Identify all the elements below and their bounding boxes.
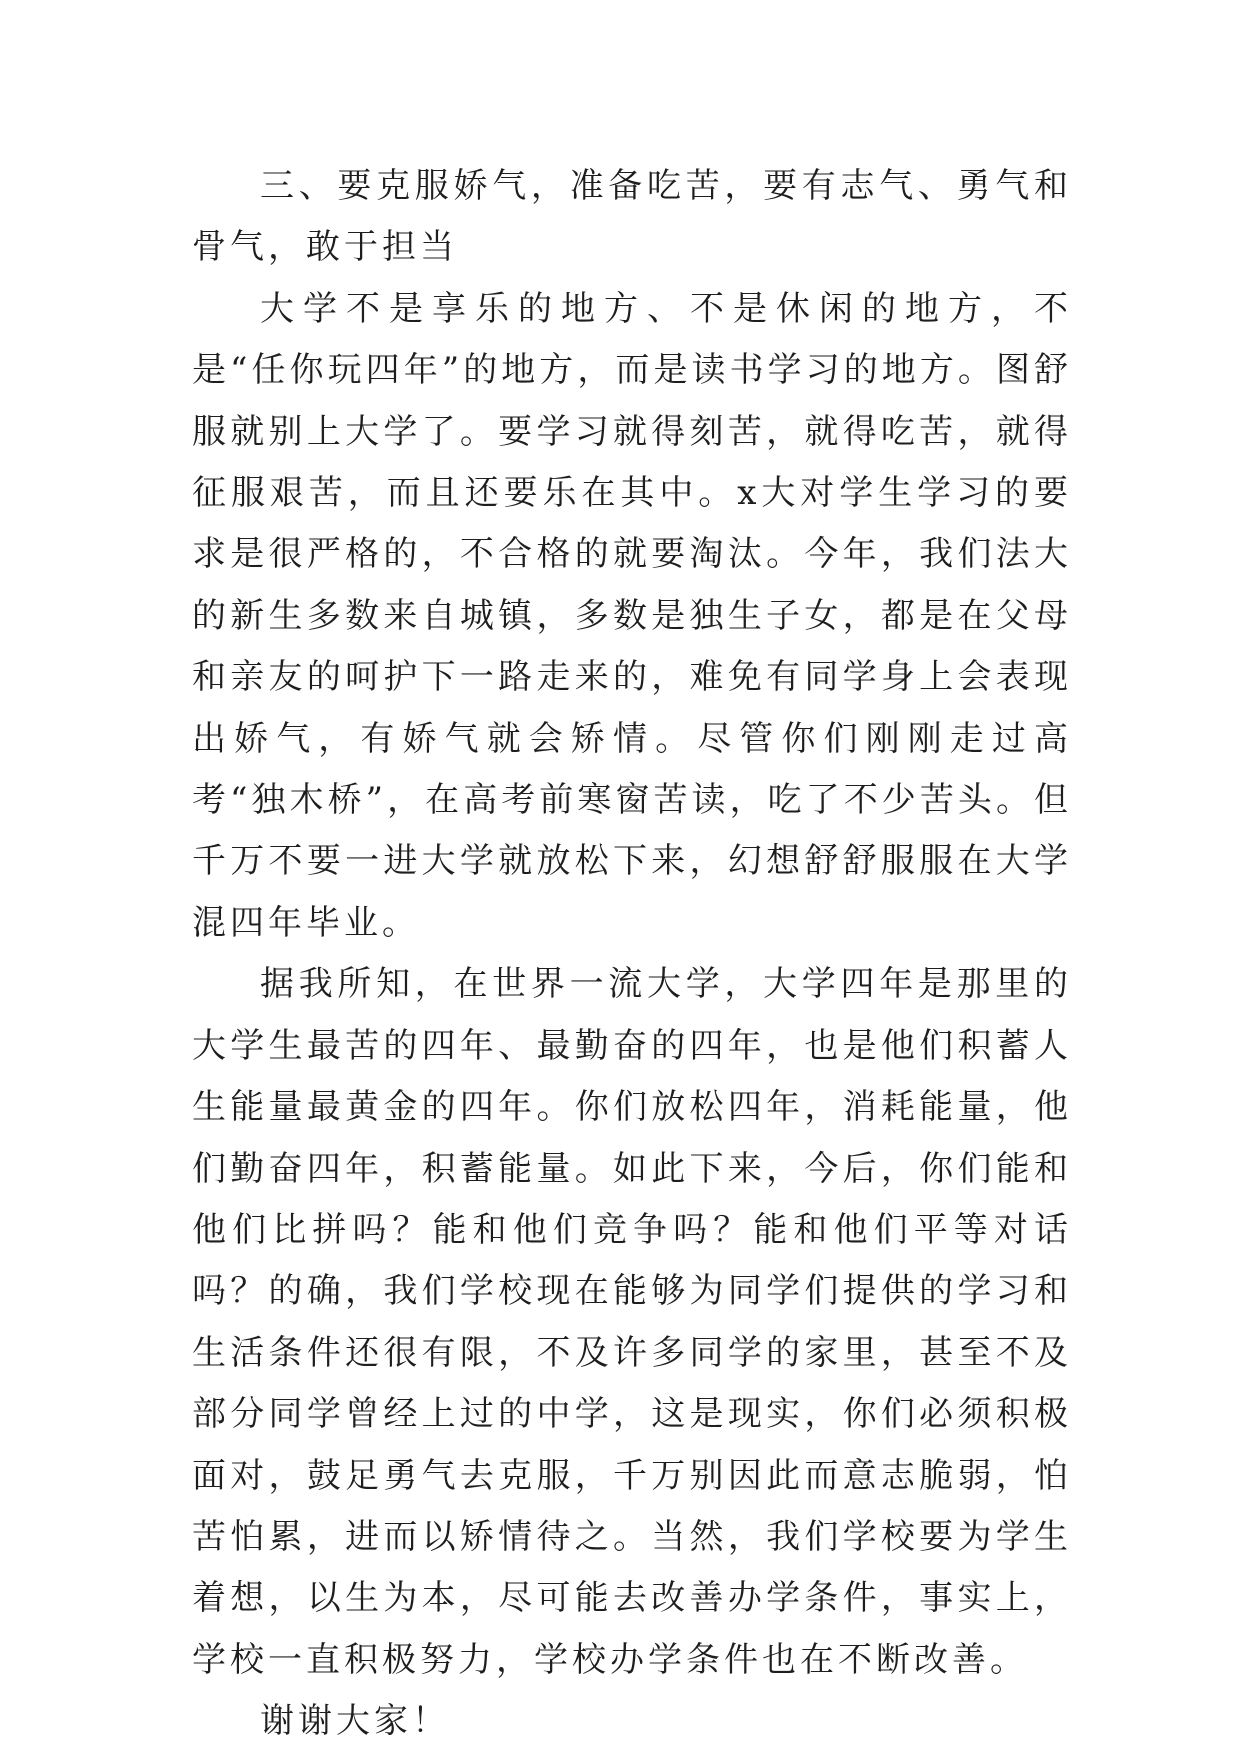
document-body: [192, 156, 1072, 1753]
closing-line: 谢谢大家！: [260, 1701, 450, 1742]
paragraph-1: 大学不是享乐的地方、不是休闲的地方，不是“任你玩四年”的地方，而是读书学习的地方。图舒服就别上大学了。要学习就得刻苦，就得吃苦，就得征服艰苦，而且还要乐在其中。x大对学生学习的要求是很严格的，不合格的就要淘汰。今年，我们法大的新生多数来自城镇，多数是独生子女，都是在父母和亲友的呵护下一路走来的，难免有同学身上会表现出娇气，有娇气就会矫情。尽管你们刚刚走过高考“独木桥”，在高考前寒窗苦读，吃了不少苦头。但千万不要一进大学就放松下来，幻想舒舒服服在大学混四年毕业。: [192, 288, 1072, 943]
section-heading: 三、要克服娇气，准备吃苦，要有志气、勇气和骨气，敢于担当: [192, 166, 1072, 268]
paragraph-2: 据我所知，在世界一流大学，大学四年是那里的大学生最苦的四年、最勤奋的四年，也是他们积蓄人生能量最黄金的四年。你们放松四年，消耗能量，他们勤奋四年，积蓄能量。如此下来，今后，你们能和他们比拼吗？能和他们竞争吗？能和他们平等对话吗？的确，我们学校现在能够为同学们提供的学习和生活条件还很有限，不及许多同学的家里，甚至不及部分同学曾经上过的中学，这是现实，你们必须积极面对，鼓足勇气去克服，千万别因此而意志脆弱，怕苦怕累，进而以矫情待之。当然，我们学校要为学生着想，以生为本，尽可能去改善办学条件，事实上，学校一直积极努力，学校办学条件也在不断改善。: [192, 964, 1072, 1680]
